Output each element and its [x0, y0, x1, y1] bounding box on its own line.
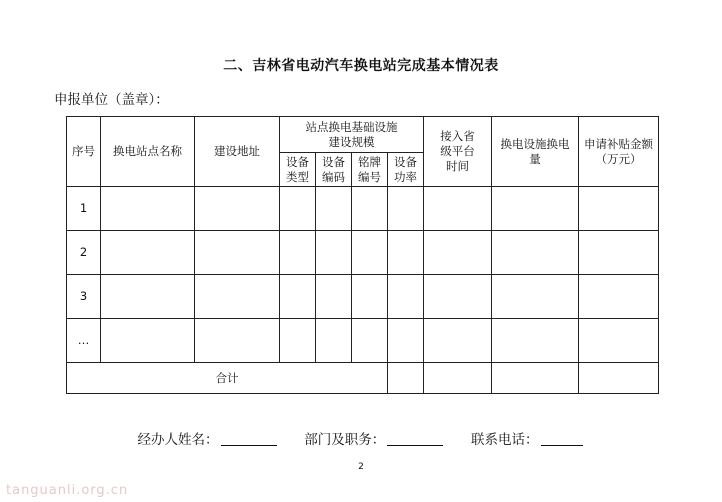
signature-footer — [0, 428, 722, 448]
header-device-type — [280, 153, 316, 187]
cell-station-name[interactable] — [101, 187, 195, 231]
header-nameplate-text: 铭牌编号 — [358, 154, 381, 184]
header-seq: 序号 — [67, 117, 101, 187]
cell-station-name[interactable] — [101, 231, 195, 275]
table-row — [67, 275, 659, 319]
cell-swap-count[interactable] — [492, 187, 579, 231]
cell-address[interactable] — [195, 319, 280, 363]
total-label: 合计 — [67, 363, 388, 394]
station-table — [66, 116, 659, 394]
cell-swap-count[interactable] — [492, 319, 579, 363]
cell-device-type[interactable] — [280, 275, 316, 319]
total-row — [67, 363, 659, 394]
handler-name-field[interactable] — [221, 431, 277, 446]
cell-device-code[interactable] — [316, 231, 352, 275]
header-device-type-text: 设备类型 — [286, 154, 309, 184]
row-seq: 2 — [67, 231, 101, 275]
cell-address[interactable] — [195, 231, 280, 275]
cell-platform-time[interactable] — [424, 319, 492, 363]
phone-label: 联系电话： — [471, 432, 539, 448]
cell-station-name[interactable] — [101, 275, 195, 319]
header-device-code — [316, 153, 352, 187]
header-address: 建设地址 — [195, 117, 280, 187]
dept-position-label: 部门及职务： — [304, 432, 386, 448]
cell-device-code[interactable] — [316, 187, 352, 231]
cell-device-power[interactable] — [388, 275, 424, 319]
cell-subsidy[interactable] — [579, 319, 659, 363]
cell-nameplate[interactable] — [352, 319, 388, 363]
table-row — [67, 231, 659, 275]
header-device-power-text: 设备功率 — [394, 154, 417, 184]
cell-platform-time[interactable] — [424, 275, 492, 319]
cell-device-code[interactable] — [316, 275, 352, 319]
row-seq: 1 — [67, 187, 101, 231]
cell-device-type[interactable] — [280, 231, 316, 275]
cell-station-name[interactable] — [101, 319, 195, 363]
header-platform-time-text: 接入省级平台时间 — [440, 129, 475, 173]
cell-device-code[interactable] — [316, 319, 352, 363]
page-title: 二、吉林省电动汽车换电站完成基本情况表 — [223, 58, 499, 74]
table-row — [67, 319, 659, 363]
cell-device-type[interactable] — [280, 319, 316, 363]
cell-subsidy[interactable] — [579, 187, 659, 231]
cell-nameplate[interactable] — [352, 275, 388, 319]
cell-swap-count[interactable] — [492, 231, 579, 275]
cell-swap-count[interactable] — [492, 275, 579, 319]
handler-name-label: 经办人姓名： — [137, 432, 219, 448]
row-seq: … — [67, 319, 101, 363]
cell-platform-time[interactable] — [424, 231, 492, 275]
header-infra-group — [280, 117, 424, 153]
header-device-power — [388, 153, 424, 187]
total-subsidy[interactable] — [579, 363, 659, 394]
header-subsidy — [579, 117, 659, 187]
cell-device-power[interactable] — [388, 231, 424, 275]
cell-nameplate[interactable] — [352, 187, 388, 231]
header-nameplate — [352, 153, 388, 187]
cell-address[interactable] — [195, 187, 280, 231]
total-platform-time[interactable] — [424, 363, 492, 394]
header-swap-count-text: 换电设施换电量 — [500, 136, 570, 166]
total-device-power[interactable] — [388, 363, 424, 394]
header-infra-line2: 建设规模 — [328, 134, 375, 149]
cell-nameplate[interactable] — [352, 231, 388, 275]
reporting-unit-label: 申报单位（盖章）： — [54, 92, 169, 108]
phone-field[interactable] — [541, 431, 583, 446]
cell-subsidy[interactable] — [579, 231, 659, 275]
cell-device-type[interactable] — [280, 187, 316, 231]
header-infra-line1: 站点换电基础设施 — [305, 119, 398, 134]
cell-device-power[interactable] — [388, 319, 424, 363]
watermark: tanguanli.org.cn — [6, 483, 129, 498]
total-swap-count[interactable] — [492, 363, 579, 394]
cell-device-power[interactable] — [388, 187, 424, 231]
row-seq: 3 — [67, 275, 101, 319]
header-swap-count — [492, 117, 579, 187]
header-platform-time — [424, 117, 492, 187]
dept-position-field[interactable] — [387, 431, 443, 446]
header-station-name: 换电站点名称 — [101, 117, 195, 187]
cell-address[interactable] — [195, 275, 280, 319]
table-row — [67, 187, 659, 231]
page-number: 2 — [358, 462, 364, 472]
header-device-code-text: 设备编码 — [322, 154, 345, 184]
cell-platform-time[interactable] — [424, 187, 492, 231]
cell-subsidy[interactable] — [579, 275, 659, 319]
header-subsidy-text: 申请补贴金额（万元） — [584, 136, 653, 166]
